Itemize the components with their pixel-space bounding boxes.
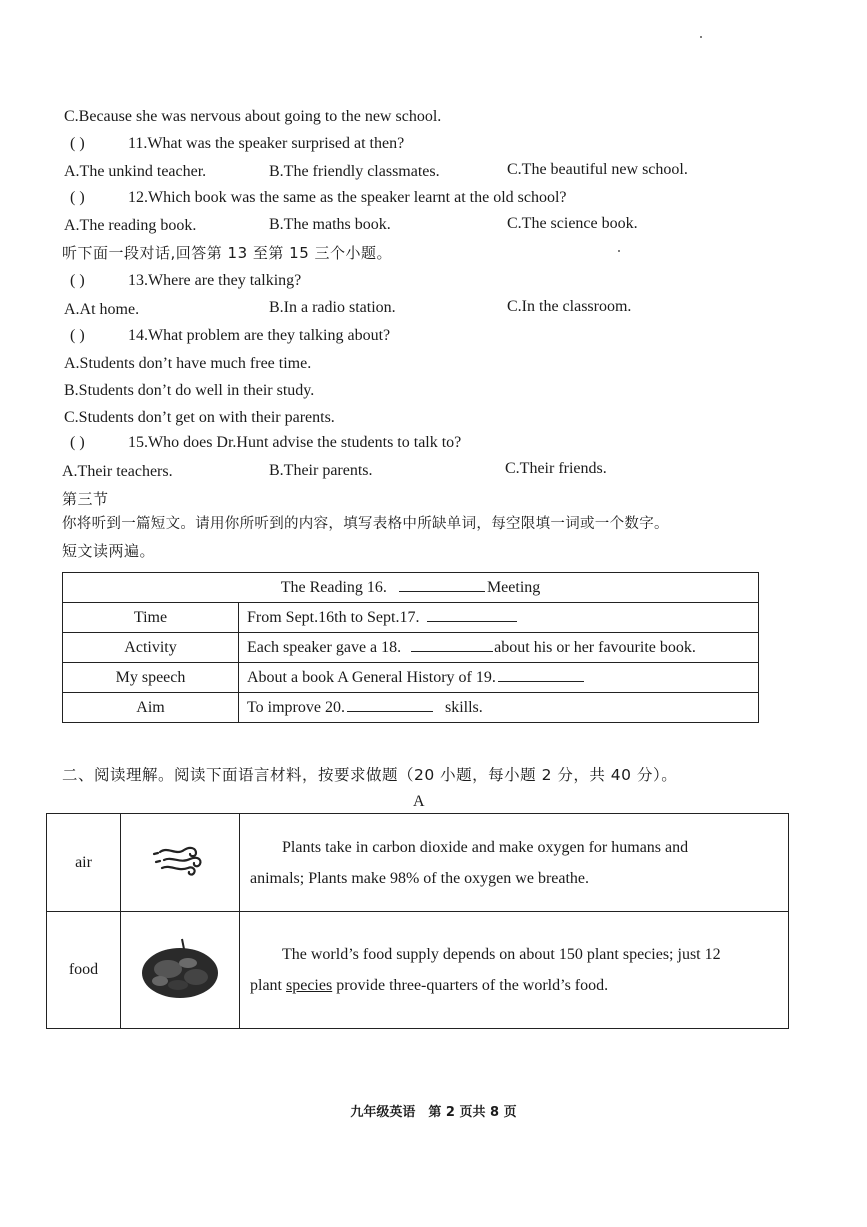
wind-icon bbox=[150, 840, 210, 880]
table-row bbox=[63, 633, 759, 663]
q15-option-b: B.Their parents. bbox=[269, 462, 373, 479]
description-line2-pre: plant bbox=[250, 977, 286, 994]
q11-option-a: A.The unkind teacher. bbox=[64, 163, 207, 180]
q13-question: 13.Where are they talking? bbox=[128, 272, 302, 289]
row-label: Time bbox=[63, 603, 239, 633]
row-value bbox=[239, 693, 759, 723]
q11-option-b: B.The friendly classmates. bbox=[269, 163, 440, 180]
page-footer: 九年级英语 第 2 页共 8 页 bbox=[350, 1105, 517, 1120]
instruction-13-15: 听下面一段对话,回答第 13 至第 15 三个小题。 bbox=[62, 244, 393, 262]
q14-option-c: C.Students don’t get on with their parents. bbox=[64, 409, 335, 426]
q10-option-c: C.Because she was nervous about going to the new school. bbox=[64, 108, 442, 125]
section3-instruction-line2: 短文读两遍。 bbox=[62, 542, 156, 560]
row-name: food bbox=[47, 912, 121, 1029]
row-description bbox=[240, 912, 789, 1029]
q13-option-a: A.At home. bbox=[64, 301, 140, 318]
q14-option-b: B.Students don’t do well in their study. bbox=[64, 382, 315, 399]
row-value bbox=[239, 633, 759, 663]
row-value bbox=[239, 603, 759, 633]
blank-17[interactable] bbox=[427, 608, 517, 622]
q15-option-c: C.Their friends. bbox=[505, 460, 607, 477]
row-picture bbox=[121, 814, 240, 912]
row-value-text: About a book A General History of 19. bbox=[247, 669, 496, 686]
description-line1: Plants take in carbon dioxide and make oxygen for humans and bbox=[282, 838, 689, 856]
table-row bbox=[63, 603, 759, 633]
row-label: Activity bbox=[63, 633, 239, 663]
description-line2: animals; Plants make 98% of the oxygen we breathe. bbox=[250, 869, 590, 887]
row-label: Aim bbox=[63, 693, 239, 723]
row-description bbox=[240, 814, 789, 912]
fill-in-table bbox=[62, 572, 759, 723]
q12-option-a: A.The reading book. bbox=[64, 217, 197, 234]
table-row bbox=[63, 693, 759, 723]
table-title-cell bbox=[63, 573, 759, 603]
table-row bbox=[47, 912, 789, 1029]
q13-option-b: B.In a radio station. bbox=[269, 299, 396, 316]
table-title-post: Meeting bbox=[486, 579, 541, 596]
fruit-icon bbox=[138, 933, 222, 1003]
row-value-post: skills. bbox=[444, 699, 483, 716]
description-line2-post: provide three-quarters of the world’s food. bbox=[332, 977, 609, 994]
q11-answer-paren[interactable]: ( ) bbox=[70, 135, 85, 152]
q13-option-c: C.In the classroom. bbox=[507, 298, 632, 315]
row-picture bbox=[121, 912, 240, 1029]
blank-18[interactable] bbox=[411, 638, 493, 652]
row-value bbox=[239, 663, 759, 693]
q12-answer-paren[interactable]: ( ) bbox=[70, 189, 85, 206]
row-value-text: To improve 20. bbox=[247, 699, 345, 716]
scan-speck bbox=[618, 250, 620, 252]
q14-question: 14.What problem are they talking about? bbox=[128, 327, 391, 344]
row-name: air bbox=[47, 814, 121, 912]
passage-label: A bbox=[413, 793, 425, 810]
q11-question: 11.What was the speaker surprised at then? bbox=[128, 135, 405, 152]
reading-heading: 二、阅读理解。阅读下面语言材料，按要求做题（20 小题，每小题 2 分，共 40 分）。 bbox=[62, 766, 678, 784]
q15-answer-paren[interactable]: ( ) bbox=[70, 434, 85, 451]
q15-question: 15.Who does Dr.Hunt advise the students to talk to? bbox=[128, 434, 462, 451]
row-value-text: Each speaker gave a 18. bbox=[247, 639, 402, 656]
section3-title: 第三节 bbox=[62, 490, 109, 508]
scan-speck bbox=[700, 36, 702, 38]
table-row bbox=[47, 814, 789, 912]
q12-option-c: C.The science book. bbox=[507, 215, 638, 232]
row-value-text: From Sept.16th to Sept.17. bbox=[247, 609, 420, 626]
description-line1: The world’s food supply depends on about 150 plant species; just 12 bbox=[282, 946, 721, 963]
row-value-post: about his or her favourite book. bbox=[494, 639, 696, 656]
table-row bbox=[63, 573, 759, 603]
table-row bbox=[63, 663, 759, 693]
q12-option-b: B.The maths book. bbox=[269, 216, 391, 233]
section3-instruction-line1: 你将听到一篇短文。请用你所听到的内容，填写表格中所缺单词，每空限填一词或一个数字。 bbox=[62, 516, 669, 532]
passage-a-table bbox=[46, 813, 789, 1029]
q14-option-a: A.Students don’t have much free time. bbox=[64, 355, 312, 372]
q12-question: 12.Which book was the same as the speaker learnt at the old school? bbox=[128, 189, 567, 206]
underlined-word: species bbox=[286, 977, 333, 994]
q15-option-a: A.Their teachers. bbox=[62, 463, 173, 480]
q13-answer-paren[interactable]: ( ) bbox=[70, 272, 85, 289]
row-label: My speech bbox=[63, 663, 239, 693]
blank-20[interactable] bbox=[347, 698, 433, 712]
q11-option-c: C.The beautiful new school. bbox=[507, 161, 688, 178]
blank-19[interactable] bbox=[498, 668, 584, 682]
blank-16[interactable] bbox=[399, 578, 485, 592]
q14-answer-paren[interactable]: ( ) bbox=[70, 327, 85, 344]
table-title-pre: The Reading 16. bbox=[280, 579, 387, 596]
